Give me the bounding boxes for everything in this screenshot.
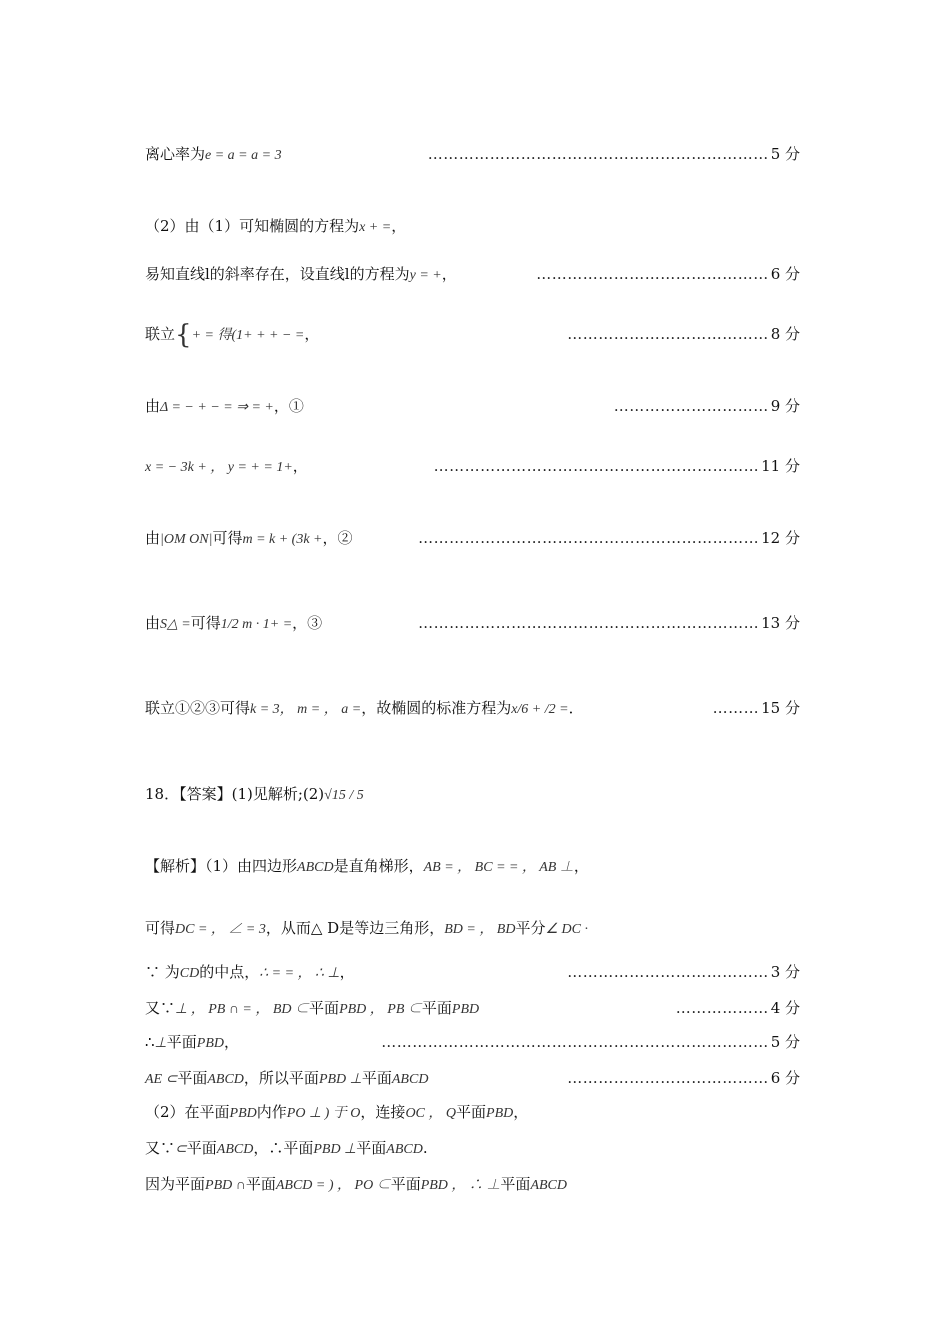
line-text2: ，故椭圆的标准方程为 bbox=[361, 699, 512, 717]
line-score: 5 分 bbox=[770, 145, 800, 163]
leader-score-group bbox=[428, 144, 800, 164]
line-perpendicular-pb bbox=[145, 998, 800, 1020]
line-after: ， bbox=[223, 1033, 239, 1051]
line-math: PBD bbox=[229, 1106, 257, 1121]
leader-score-group bbox=[418, 528, 800, 548]
line-text: ∵ 为 bbox=[145, 963, 180, 981]
line-math2: BD = ， BD bbox=[444, 922, 516, 937]
line-score: 15 分 bbox=[761, 699, 800, 717]
line-math: |OM ON| bbox=[160, 532, 213, 547]
line-score: 6 分 bbox=[770, 265, 800, 283]
leader-score-group bbox=[614, 396, 800, 416]
line-text2: 平面 bbox=[186, 1139, 217, 1157]
line-slope bbox=[145, 264, 800, 286]
line-math3: OC ， Q bbox=[405, 1106, 456, 1121]
line-text2: 平面 bbox=[177, 1069, 208, 1087]
line-discriminant bbox=[145, 396, 800, 418]
line-score: 6 分 bbox=[770, 1069, 800, 1087]
line-after: . bbox=[422, 1139, 428, 1157]
line-leader: ………………………………………………………… bbox=[418, 529, 760, 547]
line-leader: ………………………………… bbox=[567, 963, 769, 981]
line-math: PBD ∩ bbox=[205, 1178, 246, 1193]
line-math: + = 得(1+ + + − = bbox=[191, 328, 305, 343]
line-leader: ………………………………………………………………… bbox=[381, 1033, 769, 1051]
line-score: 4 分 bbox=[770, 999, 800, 1017]
line-midpoint bbox=[145, 456, 800, 478]
line-math: AE ⊂ bbox=[145, 1072, 178, 1087]
line-after: ， bbox=[391, 217, 407, 235]
line-math4: PBD bbox=[486, 1106, 514, 1121]
leader-score-group bbox=[434, 456, 800, 476]
line-math2: PO ⊥ ) 于 O bbox=[286, 1106, 361, 1121]
line-after: ， bbox=[513, 1103, 529, 1121]
line-text2: 平面 bbox=[245, 1175, 276, 1193]
line-system bbox=[145, 320, 800, 350]
line-ellipse-equation bbox=[145, 216, 800, 238]
line-perp-plane-pbd bbox=[145, 1032, 800, 1054]
line-math2: 1/2 m · 1+ = bbox=[220, 617, 293, 632]
line-after: ． bbox=[568, 699, 584, 717]
leader-score-group bbox=[536, 264, 800, 284]
line-math2: ∴ = = ， ∴ ⊥ bbox=[259, 966, 340, 981]
line-math: ⊥ bbox=[154, 1036, 167, 1051]
line-text: 联立 bbox=[145, 325, 176, 343]
line-math3: PBD bbox=[451, 1002, 480, 1017]
line-math2: PBD bbox=[196, 1036, 224, 1051]
line-math2: ABCD bbox=[216, 1142, 254, 1157]
line-score: 5 分 bbox=[770, 1033, 800, 1051]
line-math: CD bbox=[179, 966, 200, 981]
line-text3: ，∴平面 bbox=[253, 1139, 314, 1157]
line-text: 由 bbox=[145, 397, 161, 415]
line-score: 9 分 bbox=[770, 397, 800, 415]
line-text: 由 bbox=[145, 614, 161, 632]
line-text: 又∵ bbox=[145, 1139, 176, 1157]
brace-icon: { bbox=[175, 320, 192, 350]
line-text: 联立①②③可得 bbox=[145, 699, 251, 717]
line-math2: ABCD = ) ， PO ⊂ bbox=[275, 1178, 391, 1193]
line-math3: PBD ， ∴ ⊥ bbox=[420, 1178, 501, 1193]
line-text: （2）由（1）可知椭圆的方程为 bbox=[145, 217, 360, 235]
line-equilateral bbox=[145, 918, 800, 940]
line-after: ， bbox=[573, 857, 589, 875]
line-math: S△ = bbox=[160, 617, 191, 632]
line-text3: ，所以平面 bbox=[243, 1069, 319, 1087]
line-text3: ，连接 bbox=[360, 1103, 406, 1121]
line-om-on bbox=[145, 528, 800, 550]
line-leader: ………………………… bbox=[613, 397, 769, 415]
leader-score-group bbox=[676, 998, 800, 1018]
leader-score-group bbox=[381, 1032, 800, 1052]
line-midpoint-cd bbox=[145, 962, 800, 984]
line-text: 又∵ bbox=[145, 999, 176, 1017]
line-after: ， bbox=[339, 963, 355, 981]
line-math: k = 3， m = ， a = bbox=[250, 702, 362, 717]
line-math4: ABCD bbox=[530, 1178, 567, 1193]
line-math: e = a = a = 3 bbox=[205, 148, 282, 163]
line-text: ∴ bbox=[145, 1033, 155, 1051]
line-math: Δ = − + − = ⇒ = + bbox=[160, 400, 274, 415]
line-text2: 是直角梯形， bbox=[333, 857, 424, 875]
line-leader: ……… bbox=[712, 699, 760, 717]
line-eccentricity bbox=[145, 144, 800, 166]
line-math3: PBD ⊥ bbox=[313, 1142, 357, 1157]
line-math: x = − 3k + ， y = + = 1+ bbox=[145, 460, 293, 475]
line-plane-perp bbox=[145, 1068, 800, 1090]
line-text: （2）在平面 bbox=[145, 1103, 230, 1121]
line-math: x + = bbox=[359, 220, 392, 235]
line-score: 11 分 bbox=[761, 457, 800, 475]
line-text4: 平面 bbox=[361, 1069, 392, 1087]
line-leader: ………………………………… bbox=[567, 1069, 769, 1087]
line-math4: ABCD bbox=[391, 1072, 429, 1087]
line-math3: ∠ DC · bbox=[545, 922, 588, 937]
line-after: ， bbox=[292, 457, 308, 475]
line-text2: ，从而△ D是等边三角形， bbox=[265, 919, 445, 937]
line-text2: 可得 bbox=[190, 614, 221, 632]
line-after: ， bbox=[441, 265, 457, 283]
line-math2: ABCD bbox=[207, 1072, 244, 1087]
line-text: 易知直线l的斜率存在，设直线l的方程为 bbox=[145, 265, 410, 283]
line-leader: ………………………………………………………… bbox=[418, 614, 760, 632]
line-text4: 平面 bbox=[500, 1175, 531, 1193]
line-text: 18．【答案】(1)见解析;(2) bbox=[145, 785, 325, 803]
line-math2: AB = ， BC = = ， AB ⊥ bbox=[423, 860, 574, 875]
leader-score-group bbox=[418, 613, 800, 633]
line-after: ，③ bbox=[292, 614, 323, 632]
line-score: 8 分 bbox=[770, 325, 800, 343]
line-area bbox=[145, 613, 800, 635]
line-math: y = + bbox=[409, 268, 442, 283]
leader-score-group bbox=[713, 698, 800, 718]
line-math3: PBD ⊥ bbox=[318, 1072, 362, 1087]
line-score: 3 分 bbox=[770, 963, 800, 981]
line-math: ⊥ ， PB ∩ = ， BD ⊂ bbox=[175, 1002, 310, 1017]
line-part2-construct bbox=[145, 1102, 800, 1124]
line-math2: m = k + (3k + bbox=[242, 532, 323, 547]
line-after: ， bbox=[304, 325, 320, 343]
leader-score-group bbox=[567, 1068, 800, 1088]
line-leader: ……………………………………… bbox=[536, 265, 769, 283]
line-text: 可得 bbox=[145, 919, 176, 937]
line-text: 离心率为 bbox=[145, 145, 206, 163]
line-math2: x/6 + /2 = bbox=[511, 702, 569, 717]
line-intersection bbox=[145, 1174, 800, 1196]
line-text: 因为平面 bbox=[145, 1175, 206, 1193]
line-text2: 平面 bbox=[166, 1033, 197, 1051]
line-analysis-1 bbox=[145, 856, 800, 878]
line-text2: 内作 bbox=[256, 1103, 287, 1121]
line-text2: 的中点， bbox=[199, 963, 260, 981]
line-plane-perp-2 bbox=[145, 1138, 800, 1160]
line-score: 13 分 bbox=[761, 614, 800, 632]
line-after: ，② bbox=[322, 529, 353, 547]
line-leader: ………………………………………………………… bbox=[427, 145, 769, 163]
line-math: √15 / 5 bbox=[324, 788, 364, 803]
line-math4: ABCD bbox=[386, 1142, 423, 1157]
line-math2: PBD ， PB ⊂ bbox=[339, 1002, 422, 1017]
line-text2: 可得 bbox=[212, 529, 243, 547]
line-leader: ……………… bbox=[675, 999, 769, 1017]
line-math: DC = ， ∠ = 3 bbox=[175, 922, 266, 937]
line-math: ⊂ bbox=[175, 1142, 187, 1157]
line-text: 由 bbox=[145, 529, 161, 547]
line-text3: 平面 bbox=[390, 1175, 421, 1193]
line-text2: 平面 bbox=[309, 999, 340, 1017]
line-answer-18 bbox=[145, 784, 800, 806]
line-math: ABCD bbox=[297, 860, 334, 875]
line-text4: 平面 bbox=[456, 1103, 487, 1121]
line-text4: 平面 bbox=[356, 1139, 387, 1157]
line-score: 12 分 bbox=[761, 529, 800, 547]
line-text3: 平分 bbox=[515, 919, 546, 937]
line-after: ，① bbox=[273, 397, 304, 415]
line-leader: ………………………………… bbox=[567, 325, 769, 343]
line-text: 【解析】（1）由四边形 bbox=[145, 857, 298, 875]
line-leader: ……………………………………………………… bbox=[433, 457, 760, 475]
leader-score-group bbox=[567, 324, 800, 344]
leader-score-group bbox=[567, 962, 800, 982]
line-standard-equation bbox=[145, 698, 800, 720]
line-text3: 平面 bbox=[421, 999, 452, 1017]
